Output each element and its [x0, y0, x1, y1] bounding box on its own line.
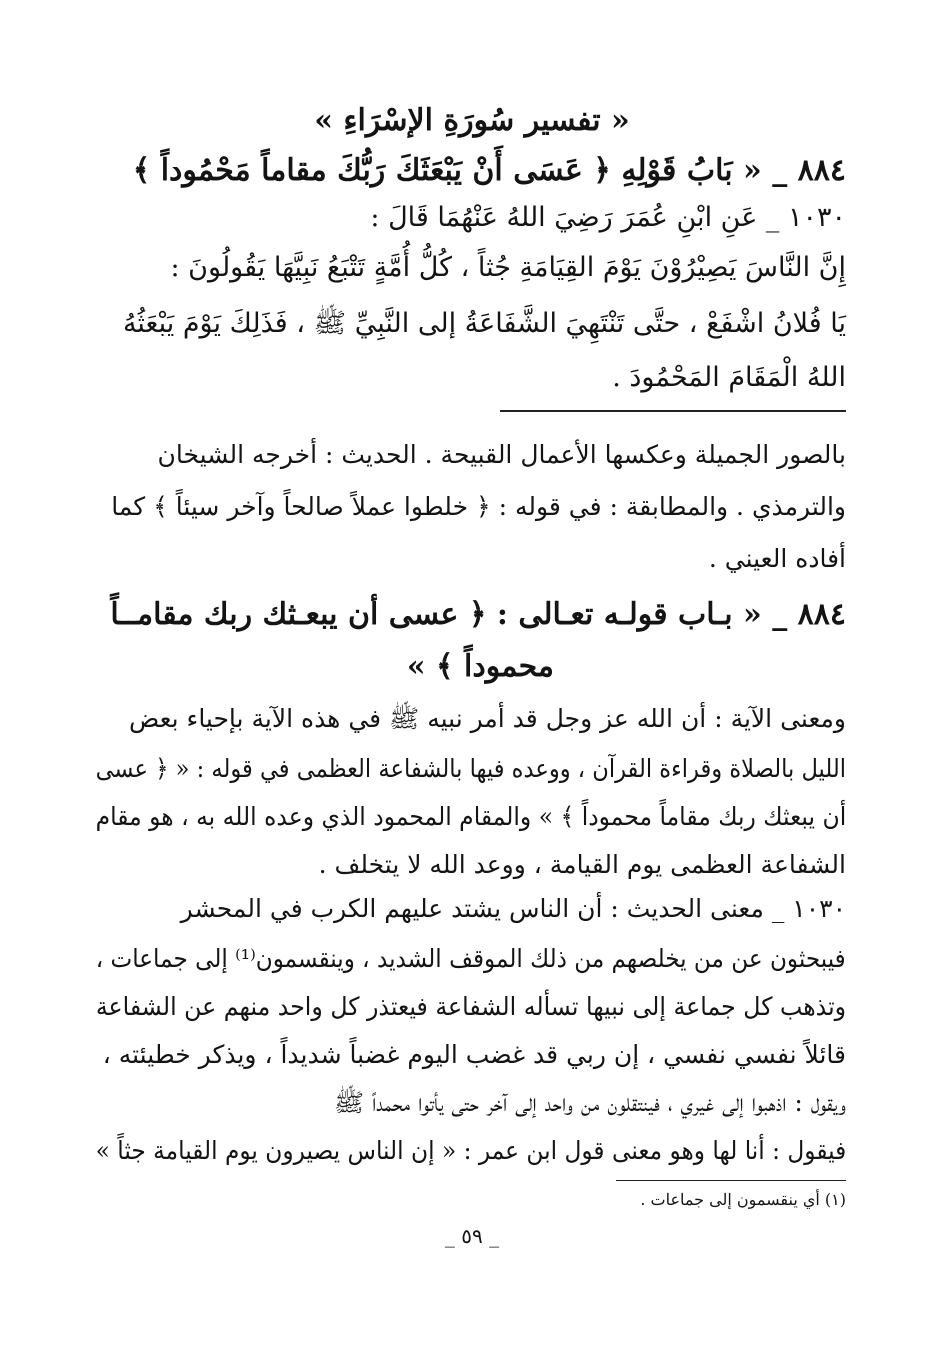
hadith-meaning-line: فيبحثون عن من يخلصهم من ذلك الموقف الشديد ، وينقسمون⁽¹⁾ إلى جماعات ،: [95, 944, 846, 973]
section-heading: ٨٨٤ _ « بـاب قولـه تعـالى : ﴿ عسى أن يبعـثك ربك مقامــاً: [110, 597, 846, 632]
section-divider: [500, 410, 846, 412]
hadith-line: يَا فُلانُ اشْفَعْ ، حتَّى تَنْتَهِيَ الشَّفَاعَةُ إلى النَّبِيِّ ﷺ ، فَذَلِكَ يَوْمَ يَبْعَثُهُ: [122, 308, 846, 339]
commentary-line: بالصور الجميلة وعكسها الأعمال القبيحة . الحديث : أخرجه الشيخان: [157, 440, 846, 469]
hadith-meaning-line: ١٠٣٠ _ معنى الحديث : أن الناس يشتد عليهم الكرب في المحشر: [180, 894, 846, 923]
section-heading: محموداً ﴾ »: [406, 649, 554, 684]
ayah-meaning-line: الشفاعة العظمى يوم القيامة ، ووعد الله لا يتخلف .: [318, 850, 846, 879]
ayah-meaning-line: ومعنى الآية : أن الله عز وجل قد أمر نبيه ﷺ في هذه الآية بإحياء بعض: [128, 704, 846, 733]
hadith-meaning-line: قائلاً نفسي نفسي ، إن ربي قد غضب اليوم غضباً شديداً ، ويذكر خطيئته ،: [102, 1040, 846, 1069]
hadith-meaning-line: وتذهب كل جماعة إلى نبيها تسأله الشفاعة فيعتذر كل واحد منهم عن الشفاعة: [95, 992, 846, 1021]
footnote-divider: [616, 1180, 846, 1181]
surah-title: « تفسير سُورَةِ الإسْرَاءِ »: [314, 103, 630, 138]
page-number: _ ٥٩ _: [444, 1224, 500, 1248]
hadith-narration: ١٠٣٠ _ عَنِ ابْنِ عُمَرَ رَضِيَ اللهُ عَنْهُمَا قَالَ :: [370, 202, 846, 233]
bab-heading: ٨٨٤ _ « بَابُ قَوْلِهِ ﴿ عَسَى أَنْ يَبْعَثَكَ رَبُّكَ مقاماً مَحْمُوداً ﴾: [132, 153, 846, 188]
commentary-line: والترمذي . والمطابقة : في قوله : ﴿ خلطوا عملاً صالحاً وآخر سيئاً ﴾ كما: [111, 492, 846, 521]
hadith-meaning-line: فيقول : أنا لها وهو معنى قول ابن عمر : « إن الناس يصيرون يوم القيامة جثاً »: [95, 1136, 846, 1165]
footnote: (١) أي ينقسمون إلى جماعات .: [640, 1190, 846, 1209]
commentary-line: أفاده العيني .: [708, 544, 846, 573]
hadith-meaning-line: ويقول : اذهبوا إلى غيري ، فينتقلون من واحد إلى آخر حتى يأتوا محمداً ﷺ: [333, 1088, 846, 1117]
hadith-line: إِنَّ النَّاسَ يَصِيْرُوْنَ يَوْمَ القِيَامَةِ جُثاً ، كُلُّ أُمَّةٍ تَتْبَعُ نَبِيَّهَا يَقُولُونَ :: [170, 252, 846, 283]
ayah-meaning-line: الليل بالصلاة وقراءة القرآن ، ووعده فيها بالشفاعة العظمى في قوله : « ﴿ عسى: [95, 754, 846, 783]
ayah-meaning-line: أن يبعثك ربك مقاماً محموداً ﴾ » والمقام المحمود الذي وعده الله به ، هو مقام: [95, 802, 846, 831]
hadith-line: اللهُ الْمَقَامَ المَحْمُودَ .: [612, 362, 846, 393]
